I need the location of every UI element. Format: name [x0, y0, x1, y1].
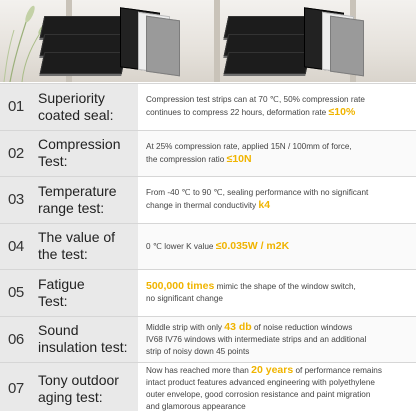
- highlight-value: 43 db: [224, 320, 252, 333]
- row-number: 07: [8, 380, 24, 397]
- highlight-value: ≤0.035W / m2K: [215, 239, 290, 252]
- spec-description: Middle strip with only 43 db of noise reduction windows IV68 IV76 windows with intermediate strips and an additional strip of noisy down 45 points: [138, 317, 416, 363]
- window-frame: [214, 0, 220, 82]
- spec-row-04: [0, 224, 416, 271]
- highlight-value: k4: [258, 199, 271, 212]
- spec-label: [0, 224, 138, 270]
- row-title: Compression Test:: [38, 136, 121, 170]
- row-number: 04: [8, 237, 24, 255]
- spec-row-01: [0, 84, 416, 131]
- spec-row-03: [0, 177, 416, 224]
- spec-label: [0, 84, 138, 130]
- highlight-value: 20 years: [251, 364, 294, 376]
- spec-description: 500,000 times mimic the shape of the window switch, no significant change: [138, 270, 416, 316]
- spec-description: From -40 ℃ to 90 ℃, sealing performance with no significant change in thermal conductivity k4: [138, 177, 416, 223]
- highlight-value: ≤10N: [226, 152, 252, 165]
- spec-label: [0, 317, 138, 363]
- spec-label: [0, 270, 138, 316]
- row-title: Fatigue Test:: [38, 275, 85, 309]
- spec-description: Compression test strips can at 70 ℃, 50% compression rate continues to compress 22 hours, deformation rate ≤10%: [138, 84, 416, 130]
- row-number: 02: [8, 144, 24, 162]
- row-number: 05: [8, 284, 24, 302]
- row-title: The value of the test:: [38, 229, 116, 263]
- highlight-value: ≤10%: [328, 106, 356, 119]
- row-number: 06: [8, 330, 24, 348]
- row-title: Sound insulation test:: [38, 322, 128, 356]
- spec-row-07: [0, 363, 416, 411]
- spec-row-05: [0, 270, 416, 317]
- seal-strip-product-left: [42, 8, 172, 78]
- spec-row-06: [0, 317, 416, 364]
- spec-label: [0, 177, 138, 223]
- product-hero-image: [0, 0, 416, 82]
- spec-label: [0, 131, 138, 177]
- row-title: Tony outdoor aging test:: [38, 371, 119, 405]
- row-title: Temperature range test:: [38, 182, 117, 216]
- spec-row-02: [0, 131, 416, 178]
- spec-description: At 25% compression rate, applied 15N / 100mm of force, the compression ratio ≤10N: [138, 131, 416, 177]
- test-spec-table: [0, 84, 416, 411]
- spec-description: Now has reached more than 20 years of performance remains intact product features advanced engineering with polyethylene outer envelope, good corrosion resistance and paint migration and glamorous appearance: [138, 363, 416, 411]
- row-title: Superiority coated seal:: [38, 89, 114, 123]
- seal-strip-product-right: [226, 8, 356, 78]
- row-number: 01: [8, 98, 24, 116]
- spec-description: 0 ℃ lower K value ≤0.035W / m2K: [138, 224, 416, 270]
- row-number: 03: [8, 191, 24, 209]
- spec-label: [0, 363, 138, 411]
- highlight-value: 500,000 times: [146, 280, 215, 293]
